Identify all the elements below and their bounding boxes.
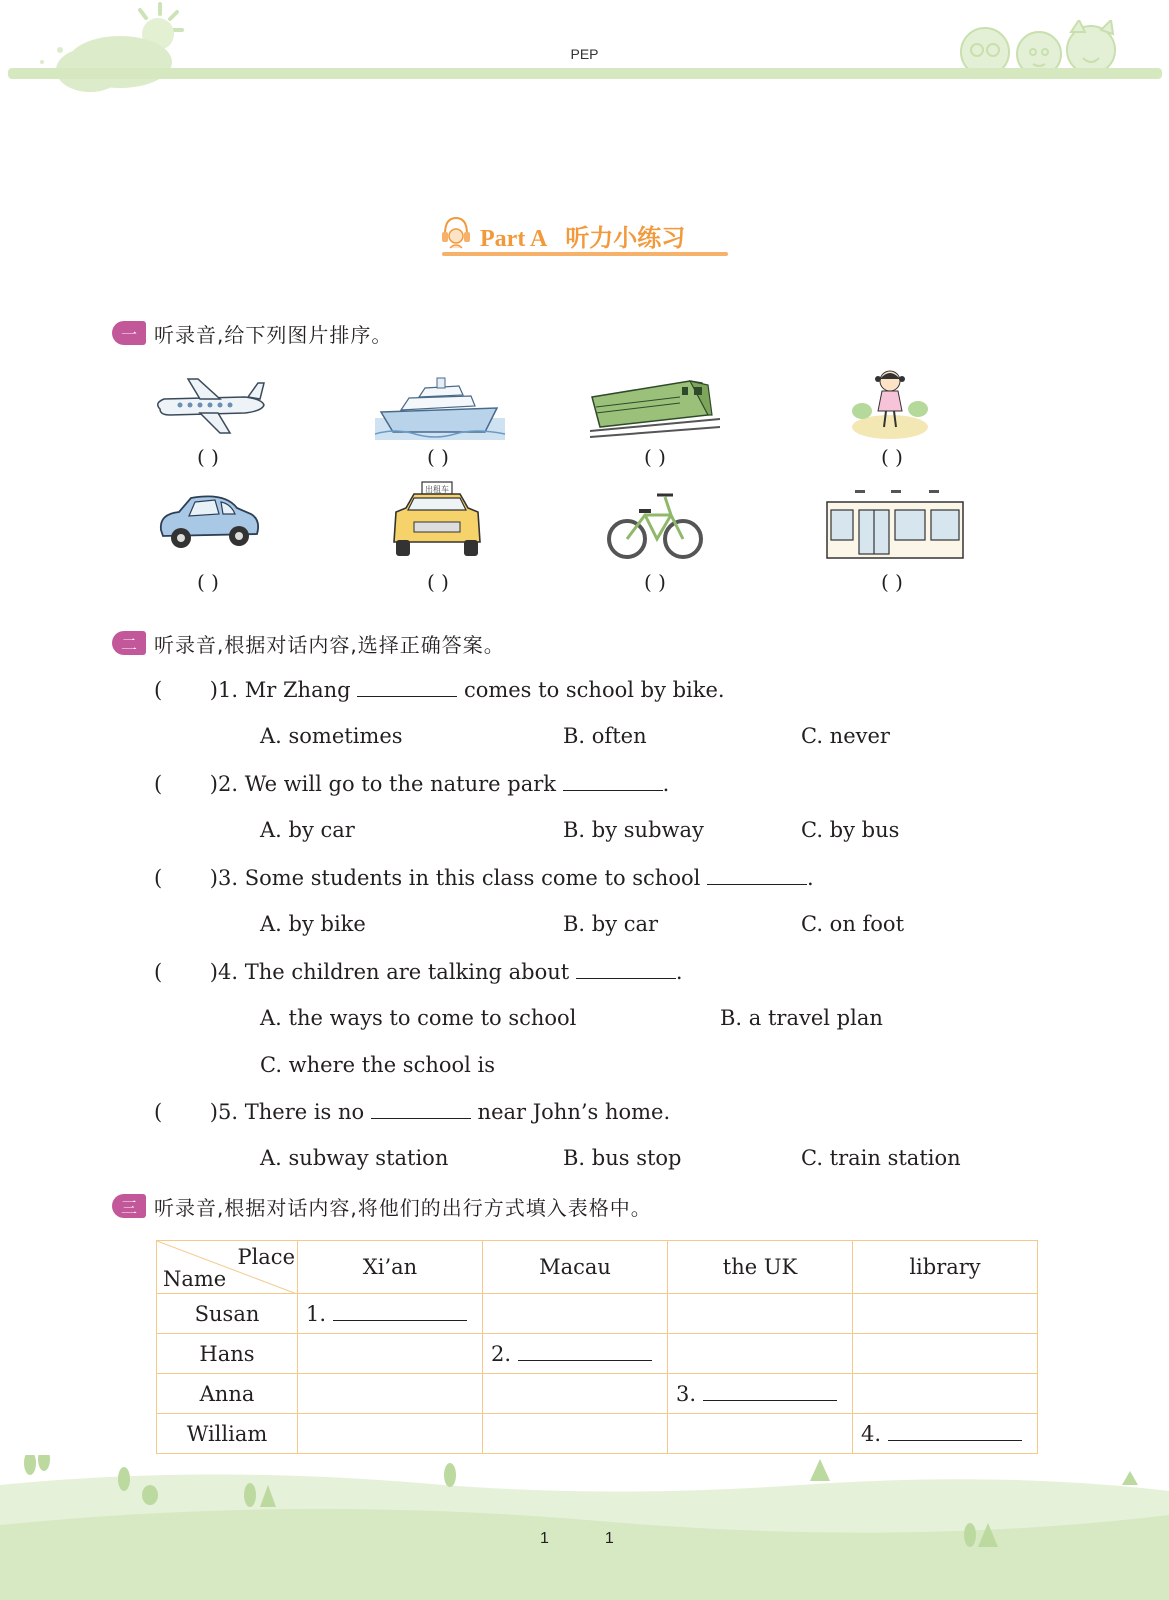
option-a[interactable]: A. by bike — [260, 912, 366, 936]
answer-bracket[interactable]: ( ) — [154, 866, 218, 890]
train-icon — [590, 375, 725, 441]
section-3-instruction: 听录音,根据对话内容,将他们的出行方式填入表格中。 — [154, 1195, 652, 1220]
section-2-heading — [112, 630, 505, 656]
table-header: Macau — [483, 1241, 668, 1294]
table-row — [157, 1334, 1038, 1374]
picture-answer-2[interactable]: ( ) — [427, 445, 449, 469]
page-number-right: 1 — [604, 1530, 614, 1547]
section-1-heading — [112, 320, 392, 346]
table-row — [157, 1414, 1038, 1454]
answer-blank[interactable] — [576, 960, 676, 979]
section-3-badge: 三 — [112, 1194, 146, 1218]
answer-cell[interactable]: 2. — [483, 1334, 668, 1374]
row-name: Anna — [157, 1374, 298, 1414]
option-c[interactable]: C. by bus — [801, 818, 900, 842]
table-cell — [483, 1414, 668, 1454]
footer-landscape-decoration — [0, 1455, 1169, 1600]
option-a[interactable]: A. the ways to come to school — [260, 1006, 577, 1030]
section-2-badge: 二 — [112, 631, 146, 655]
picture-answer-5[interactable]: ( ) — [197, 570, 219, 594]
option-c[interactable]: C. where the school is — [260, 1053, 496, 1077]
answer-cell[interactable]: 1. — [298, 1294, 483, 1334]
row-name: William — [157, 1414, 298, 1454]
option-b[interactable]: B. bus stop — [563, 1146, 682, 1170]
table-row — [157, 1374, 1038, 1414]
option-c[interactable]: C. never — [801, 724, 890, 748]
picture-answer-6[interactable]: ( ) — [427, 570, 449, 594]
picture-answer-3[interactable]: ( ) — [644, 445, 666, 469]
table-cell — [668, 1334, 853, 1374]
travel-table — [156, 1240, 1038, 1454]
section-1-badge: 一 — [112, 321, 146, 345]
table-header: the UK — [668, 1241, 853, 1294]
table-cell — [668, 1294, 853, 1334]
option-c[interactable]: C. train station — [801, 1146, 961, 1170]
question-1: ( ) 1. Mr Zhang comes to school by bike. — [154, 678, 725, 702]
table-header: library — [853, 1241, 1038, 1294]
page-number — [540, 1530, 614, 1548]
table-cell — [298, 1334, 483, 1374]
header-band — [8, 68, 1162, 79]
answer-blank[interactable] — [371, 1100, 471, 1119]
section-2-instruction: 听录音,根据对话内容,选择正确答案。 — [154, 632, 505, 657]
title-part: Part A — [480, 226, 548, 252]
table-cell — [483, 1374, 668, 1414]
table-cell — [853, 1294, 1038, 1334]
question-4: ( ) 4. The children are talking about . — [154, 960, 683, 984]
answer-blank[interactable] — [563, 772, 663, 791]
option-a[interactable]: A. subway station — [260, 1146, 449, 1170]
table-cell — [668, 1414, 853, 1454]
section-3-heading — [112, 1193, 652, 1219]
answer-bracket[interactable]: ( ) — [154, 772, 218, 796]
airplane-icon — [150, 375, 270, 437]
corner-name: Name — [163, 1267, 227, 1291]
picture-answer-1[interactable]: ( ) — [197, 445, 219, 469]
row-name: Hans — [157, 1334, 298, 1374]
title-underline — [442, 252, 728, 256]
headphones-icon — [440, 214, 472, 250]
option-a[interactable]: A. by car — [260, 818, 355, 842]
section-title — [440, 212, 730, 258]
option-c[interactable]: C. on foot — [801, 912, 905, 936]
option-a[interactable]: A. sometimes — [260, 724, 403, 748]
table-cell — [853, 1374, 1038, 1414]
picture-answer-7[interactable]: ( ) — [644, 570, 666, 594]
walking-girl-icon — [850, 365, 930, 440]
option-b[interactable]: B. by subway — [563, 818, 704, 842]
answer-bracket[interactable]: ( ) — [154, 1100, 218, 1124]
taxi-sign: 出租车 — [425, 485, 449, 494]
question-5: ( ) 5. There is no near John’s home. — [154, 1100, 671, 1124]
option-b[interactable]: B. often — [563, 724, 647, 748]
table-cell — [298, 1414, 483, 1454]
question-3: ( ) 3. Some students in this class come to school . — [154, 866, 814, 890]
question-2: ( ) 2. We will go to the nature park . — [154, 772, 670, 796]
picture-answer-8[interactable]: ( ) — [881, 570, 903, 594]
option-b[interactable]: B. a travel plan — [720, 1006, 883, 1030]
corner-place: Place — [237, 1245, 295, 1269]
subway-icon — [825, 488, 965, 563]
title-subtitle: 听力小练习 — [565, 226, 686, 252]
table-cell — [483, 1294, 668, 1334]
table-cell — [298, 1374, 483, 1414]
ship-icon — [375, 372, 505, 440]
table-corner-cell — [157, 1241, 298, 1294]
answer-bracket[interactable]: ( ) — [154, 678, 218, 702]
picture-answer-4[interactable]: ( ) — [881, 445, 903, 469]
header-label: PEP — [570, 46, 599, 62]
car-icon — [155, 490, 265, 556]
row-name: Susan — [157, 1294, 298, 1334]
page-number-left: 1 — [540, 1530, 549, 1547]
answer-cell[interactable]: 3. — [668, 1374, 853, 1414]
table-header-row — [157, 1241, 1038, 1294]
answer-blank[interactable] — [707, 866, 807, 885]
bike-icon — [605, 485, 705, 565]
table-row — [157, 1294, 1038, 1334]
table-header: Xi’an — [298, 1241, 483, 1294]
answer-bracket[interactable]: ( ) — [154, 960, 218, 984]
answer-blank[interactable] — [357, 678, 457, 697]
answer-cell[interactable]: 4. — [853, 1414, 1038, 1454]
table-cell — [853, 1334, 1038, 1374]
taxi-icon — [390, 478, 485, 560]
section-1-instruction: 听录音,给下列图片排序。 — [154, 322, 393, 347]
option-b[interactable]: B. by car — [563, 912, 659, 936]
